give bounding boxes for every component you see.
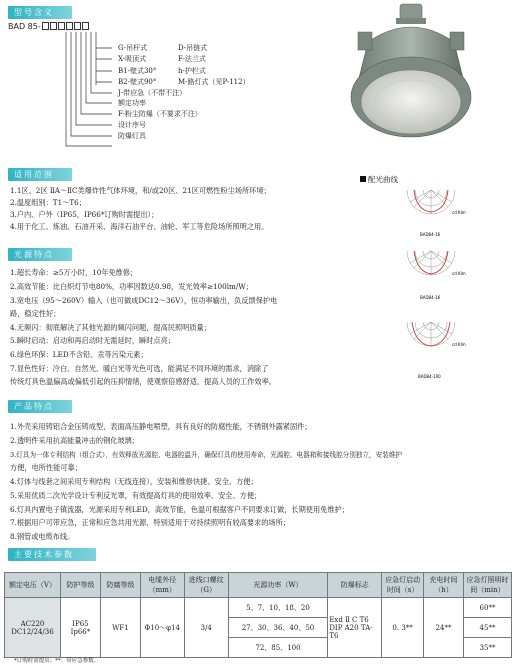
label-g: G-吊杆式 xyxy=(118,44,148,52)
product-line: 3.灯具为一体专利结构（组合式），有效释放光源腔、电器腔温升，确保灯具的使用寿命，光源腔、电器箱和接线腔分别独立，安装维护 xyxy=(10,451,403,459)
lamp-photo xyxy=(338,2,488,167)
label-x: X-吸顶式 xyxy=(118,55,147,63)
table-row xyxy=(5,598,512,618)
table-header: 进线口螺纹（G） xyxy=(184,573,228,598)
polar-chart xyxy=(402,245,464,307)
curve-caption: BAD84-16 xyxy=(420,295,441,300)
product-line: 6.灯具内置电子镇流器，光源采用专利LED，高效节能，色温可根据客户不同要求订做，长期使用免维护； xyxy=(10,505,349,514)
product-line: 方便，电所性能可靠； xyxy=(10,463,82,472)
square-bullet-icon xyxy=(360,176,366,182)
cell-power: 27、30、36、40、50 xyxy=(228,618,328,638)
cell-charge: 24** xyxy=(424,598,464,658)
table-header: 防腐等级 xyxy=(100,573,140,598)
source-line: 传统灯具色温偏高或偏低引起的压抑情绪，使观察倍感舒适，提高人员的工作效率。 xyxy=(10,377,276,386)
curve-title: 配光曲线 xyxy=(368,175,398,184)
table-header: 光源功率（W） xyxy=(228,573,328,598)
footnote: *订购时需提出；**：带应急参数。 xyxy=(14,658,100,664)
cell-duration: 35** xyxy=(463,638,511,658)
label-b1: B1-壁式30° xyxy=(118,67,157,75)
table-header: 额定电压（V） xyxy=(5,573,61,598)
table-header: 应急灯照明时间（min） xyxy=(463,573,511,598)
polar-chart xyxy=(402,184,464,244)
label-j: J-带应急（不带不注） xyxy=(118,89,187,97)
source-line: 4.无频闪：彻底解决了其他光源的频闪问题，提高民照明质量； xyxy=(10,323,211,332)
source-line: 7.显色性好：冷白、自然光、暖白光等光色可选，能满足不同环境的需求，消除了 xyxy=(10,364,269,373)
source-line: 2.高效节能：比白炽灯节电80%，功率因数达0.98，发光效率≥100lm/W； xyxy=(10,282,253,291)
spec-table xyxy=(4,572,512,658)
table-header: 防护等级 xyxy=(60,573,100,598)
product-line: 2.透明件采用抗高能量冲击的钢化玻璃； xyxy=(10,436,140,445)
cell-duration: 60** xyxy=(463,598,511,618)
source-line: 3.宽电压（95～260V）输入（也可做成DC12～36V），恒功率输出，负反馈保护电 xyxy=(10,296,278,305)
cell-power: 5、7、10、18、20 xyxy=(228,598,328,618)
label-m: M-路灯式（见P-112） xyxy=(178,78,250,86)
product-line: 4.灯体与线套之间采用专利结构（无线连接），安装和维修快捷、安全、方便； xyxy=(10,477,258,486)
product-line: 5.采用优质二次光学设计专利反光罩，有效提高灯具的使用效率、安全、方便； xyxy=(10,491,262,500)
section-title-product: 产品特点 xyxy=(8,400,72,413)
label-b2: B2-壁式90° xyxy=(118,78,157,86)
label-fdust: F-粉尘防爆（不要求不注） xyxy=(118,110,202,118)
table-header-row xyxy=(5,573,512,598)
product-line: 1.外壳采用铸铝合金压铸成型，表面高压静电喷塑，具有良好的防腐性能，不锈钢外露紧固件； xyxy=(10,422,312,431)
table-header: 应急灯启动时间（s） xyxy=(382,573,424,598)
label-power: 额定功率 xyxy=(118,99,146,107)
label-design: 设计序号 xyxy=(118,121,146,129)
curve-unit: cd Klm xyxy=(452,271,466,276)
source-line: 6.绿色环保：LED不含铅、汞等污染元素； xyxy=(10,350,148,359)
model-code-diagram xyxy=(0,0,130,160)
curve-caption: BAD84-16 xyxy=(420,232,441,237)
cell-start: 0. 3** xyxy=(382,598,424,658)
source-line: 1.超长寿命：≥5万小时，10年免维修； xyxy=(10,268,138,277)
curve-caption: BAD84-100 xyxy=(418,374,441,379)
section-title-source: 光源特点 xyxy=(8,248,72,261)
source-line: 5.瞬时启动：启动和再启动时无需延时，瞬时点亮； xyxy=(10,336,175,345)
curve-unit: cd Klm xyxy=(452,210,466,215)
cell-duration: 45** xyxy=(463,618,511,638)
product-line: 8.钢管或电缆布线。 xyxy=(10,532,75,541)
cell-voltage: AC220 DC12/24/36 xyxy=(5,598,61,658)
cell-wf: WF1 xyxy=(100,598,140,658)
label-lamp: 防爆灯具 xyxy=(118,132,146,140)
source-line: 路，稳定性好； xyxy=(10,309,61,318)
scope-line: 2.温度组别：T1～T6； xyxy=(10,198,86,207)
scope-line: 3.户内、户外（IP65，IP66*订购时需提出）； xyxy=(10,210,159,219)
scope-line: 4.用于化工、炼油、石油开采、海洋石油平台、油轮、军工等危险场所照明之用。 xyxy=(10,222,269,231)
polar-chart xyxy=(402,316,464,382)
cell-power: 72、85、100 xyxy=(228,638,328,658)
section-title-model: 型号含义 xyxy=(8,6,72,19)
model-code-prefix: BAD 85- xyxy=(8,22,41,31)
curve-unit: cd Klm xyxy=(452,342,466,347)
section-title-scope: 适用范围 xyxy=(8,168,72,181)
label-h: h-护栏式 xyxy=(178,67,206,75)
table-header: 电缆外径（mm） xyxy=(140,573,184,598)
label-d: D-吊链式 xyxy=(178,44,208,52)
scope-line: 1.1区、2区 ⅡA～ⅡC类爆炸性气体环境，和/或20区、21区可燃性粉尘场所环境； xyxy=(10,186,271,195)
section-title-params: 主要技术参数 xyxy=(8,548,96,561)
cell-exmark: Exd Ⅱ C T6 DIP A20 TA- T6 xyxy=(328,598,382,658)
section-title-curve xyxy=(360,174,398,185)
table-header: 防爆标志 xyxy=(328,573,382,598)
product-line: 7.根据用户可带应急，正常和应急共用光源，特别适用于对持续照明有较高要求的场所； xyxy=(10,518,290,527)
label-f: F-法兰式 xyxy=(178,55,206,63)
cell-ip: IP65 Ip66* xyxy=(60,598,100,658)
cell-thread: 3/4 xyxy=(184,598,228,658)
cell-cable: Φ10～φ14 xyxy=(140,598,184,658)
table-header: 充电时间（h） xyxy=(424,573,464,598)
